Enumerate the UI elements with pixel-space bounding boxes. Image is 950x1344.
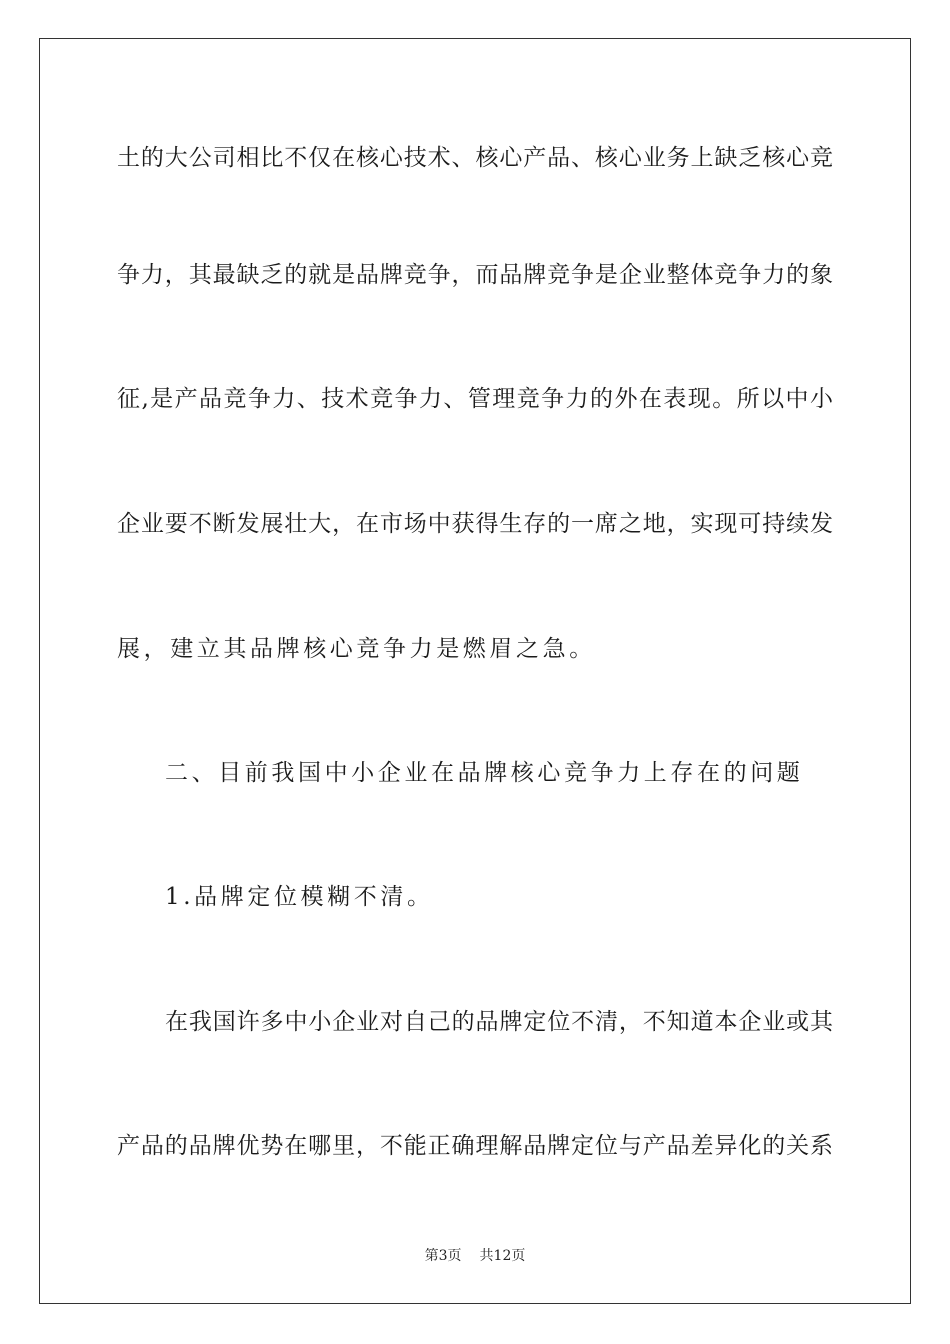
- body-line-2: 争力，其最缺乏的就是品牌竞争，而品牌竞争是企业整体竞争力的象: [117, 262, 833, 288]
- body-line-3: 征,是产品竞争力、技术竞争力、管理竞争力的外在表现。所以中小: [117, 386, 833, 412]
- page-number: 第3页: [424, 1248, 462, 1264]
- page-footer: [0, 1246, 950, 1266]
- page-frame: [39, 38, 911, 1304]
- body-line-7: 产品的品牌优势在哪里，不能正确理解品牌定位与产品差异化的关系: [117, 1133, 833, 1159]
- subheading: 1.品牌定位模糊不清。: [165, 884, 434, 910]
- body-line-6: 在我国许多中小企业对自己的品牌定位不清，不知道本企业或其: [165, 1009, 833, 1035]
- page-total: 共12页: [479, 1248, 526, 1264]
- body-line-1: 土的大公司相比不仅在核心技术、核心产品、核心业务上缺乏核心竞: [117, 145, 833, 171]
- body-line-4: 企业要不断发展壮大，在市场中获得生存的一席之地，实现可持续发: [117, 511, 833, 537]
- section-heading: 二、目前我国中小企业在品牌核心竞争力上存在的问题: [165, 760, 804, 786]
- body-line-5: 展，建立其品牌核心竞争力是燃眉之急。: [117, 636, 596, 662]
